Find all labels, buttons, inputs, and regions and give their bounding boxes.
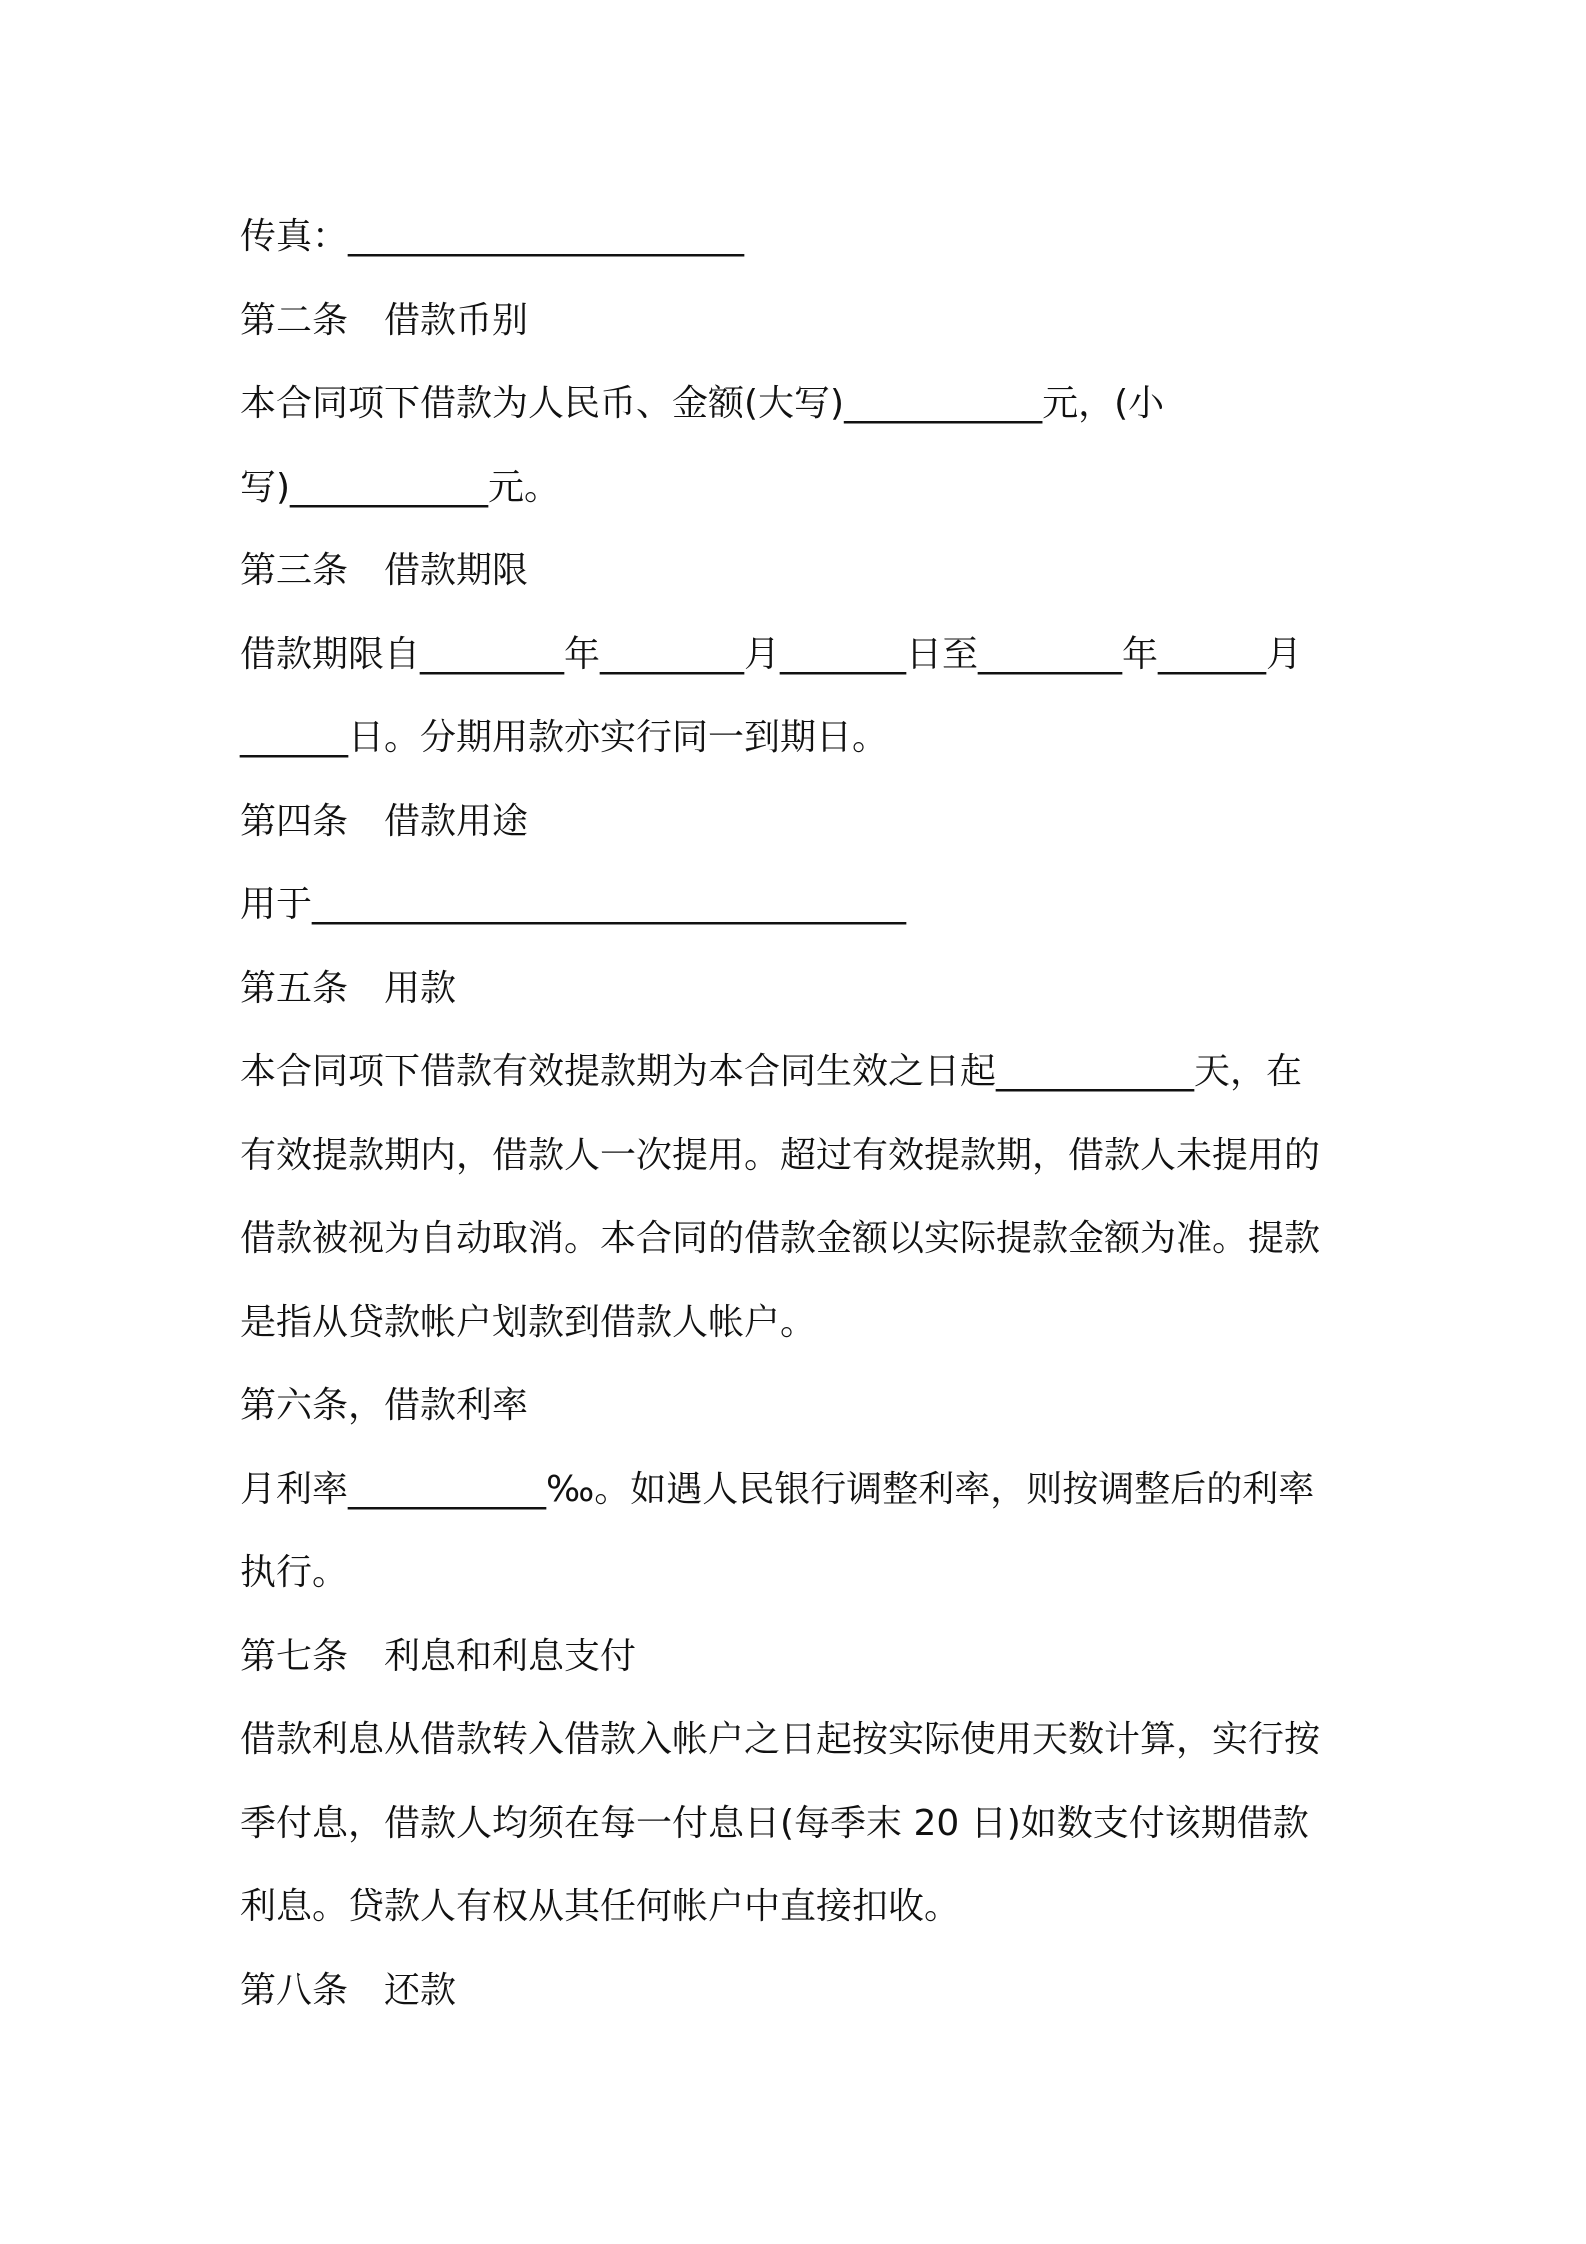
article-3-heading: 第三条 借款期限 [240,550,529,591]
article-4-text-line-1: 用于_________________________________ [240,884,906,925]
article-2-text-line-2: 写)___________元。 [240,466,561,508]
fax-line: 传真：______________________ [240,216,745,257]
article-4-heading: 第四条 借款用途 [240,800,529,842]
article-7-text-line-2: 季付息，借款人均须在每一付息日(每季末 20 日)如数支付该期借款 [240,1802,1309,1844]
article-6-text-line-1: 月利率___________‰。如遇人民银行调整利率，则按调整后的利率 [240,1468,1315,1510]
article-2-heading: 第二条 借款币别 [240,299,529,341]
article-8-heading: 第八条 还款 [240,1969,457,2011]
document-body [240,195,1360,2032]
article-3-text-line-2: ______日。分期用款亦实行同一到期日。 [240,717,889,758]
article-7-text-line-3: 利息。贷款人有权从其任何帐户中直接扣收。 [240,1886,961,1927]
article-2-text-line-1: 本合同项下借款为人民币、金额(大写)___________元，(小 [240,383,1165,424]
article-5-text-line-4: 是指从贷款帐户划款到借款人帐户。 [240,1301,817,1343]
article-7-heading: 第七条 利息和利息支付 [240,1635,637,1677]
article-5-text-line-2: 有效提款期内，借款人一次提用。超过有效提款期，借款人未提用的 [240,1134,1321,1176]
article-7-text-line-1: 借款利息从借款转入借款入帐户之日起按实际使用天数计算，实行按 [240,1719,1321,1760]
article-6-heading: 第六条，借款利率 [240,1385,529,1426]
article-6-text-line-2: 执行。 [240,1552,349,1593]
article-5-heading: 第五条 用款 [240,967,457,1009]
article-5-text-line-1: 本合同项下借款有效提款期为本合同生效之日起___________天，在 [240,1051,1303,1092]
article-3-text-line-1: 借款期限自________年________月_______日至________年______月 [240,633,1303,675]
article-5-text-line-3: 借款被视为自动取消。本合同的借款金额以实际提款金额为准。提款 [240,1218,1321,1259]
